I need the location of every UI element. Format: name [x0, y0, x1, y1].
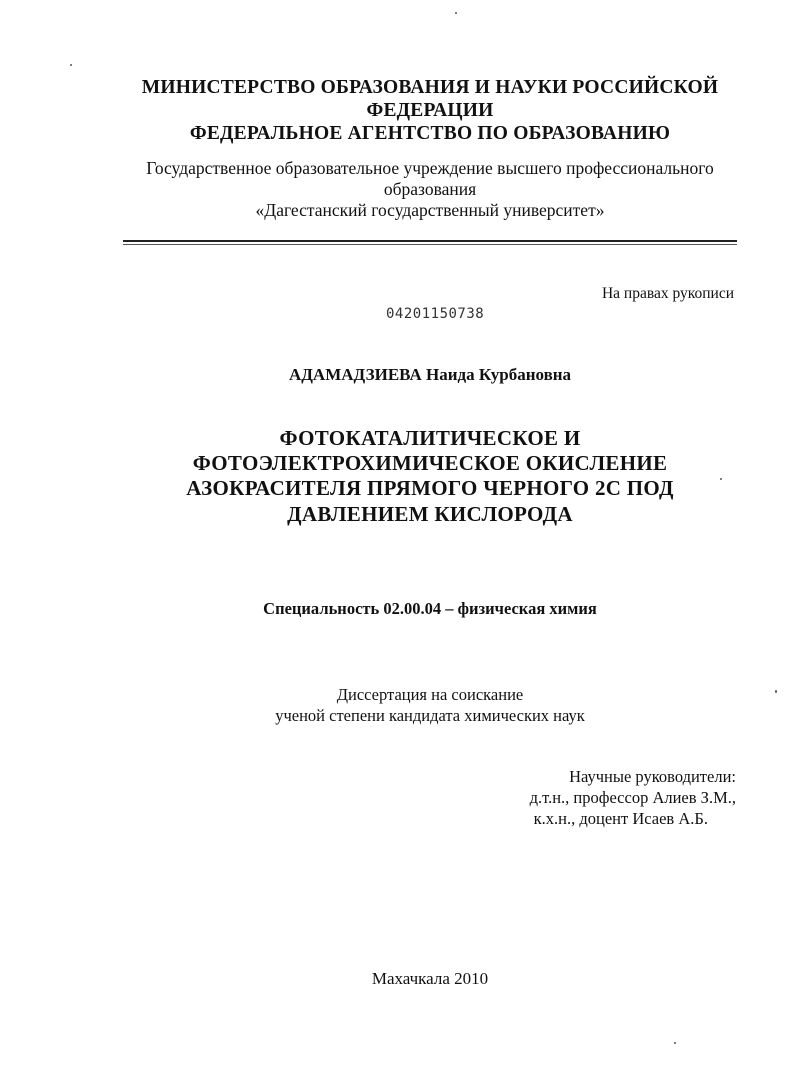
header-divider: [123, 240, 737, 242]
institution-line-2: образования: [383, 179, 477, 199]
degree-line-2: ученой степени кандидата химических наук: [275, 705, 585, 725]
institution-line-1: Государственное образовательное учреждение высшего профессионального: [146, 158, 714, 178]
author-name: АДАМАДЗИЕВА Наида Курбановна: [288, 365, 572, 384]
institution-name: [110, 158, 750, 221]
title-line-2: ФОТОЭЛЕКТРОХИМИЧЕСКОЕ ОКИСЛЕНИЕ: [192, 451, 668, 476]
ministry-line-1: МИНИСТЕРСТВО ОБРАЗОВАНИЯ И НАУКИ РОССИЙСКОЙ: [141, 77, 719, 98]
specialty: Специальность 02.00.04 – физическая химия: [263, 599, 597, 618]
scan-speck: [674, 1042, 676, 1044]
supervisor-2: к.х.н., доцент Исаев А.Б.: [533, 809, 708, 829]
supervisors: [530, 766, 736, 829]
header-divider-thin: [123, 244, 737, 245]
scan-speck: [775, 690, 777, 693]
title-line-4: ДАВЛЕНИЕМ КИСЛОРОДА: [287, 501, 573, 526]
supervisors-heading: Научные руководители:: [569, 767, 736, 786]
degree-line-1: Диссертация на соискание: [336, 685, 524, 704]
dissertation-title: [110, 426, 750, 527]
degree-statement: [110, 685, 750, 726]
ministry-header: [110, 76, 750, 145]
supervisor-1: д.т.н., профессор Алиев З.М.,: [529, 788, 736, 808]
agency-line: ФЕДЕРАЛЬНОЕ АГЕНТСТВО ПО ОБРАЗОВАНИЮ: [189, 123, 671, 144]
scan-speck: [455, 12, 457, 14]
rights-note: На правах рукописи: [601, 285, 734, 302]
city-year: Махачкала 2010: [371, 969, 489, 988]
title-line-3: АЗОКРАСИТЕЛЯ ПРЯМОГО ЧЕРНОГО 2С ПОД: [186, 476, 674, 501]
title-line-1: ФОТОКАТАЛИТИЧЕСКОЕ И: [279, 426, 581, 450]
institution-line-3: «Дагестанский государственный университет»: [255, 200, 605, 220]
ministry-line-2: ФЕДЕРАЦИИ: [366, 100, 494, 121]
scan-speck: [720, 478, 722, 480]
catalog-number: 04201150738: [386, 306, 485, 322]
scan-speck: [70, 64, 72, 66]
